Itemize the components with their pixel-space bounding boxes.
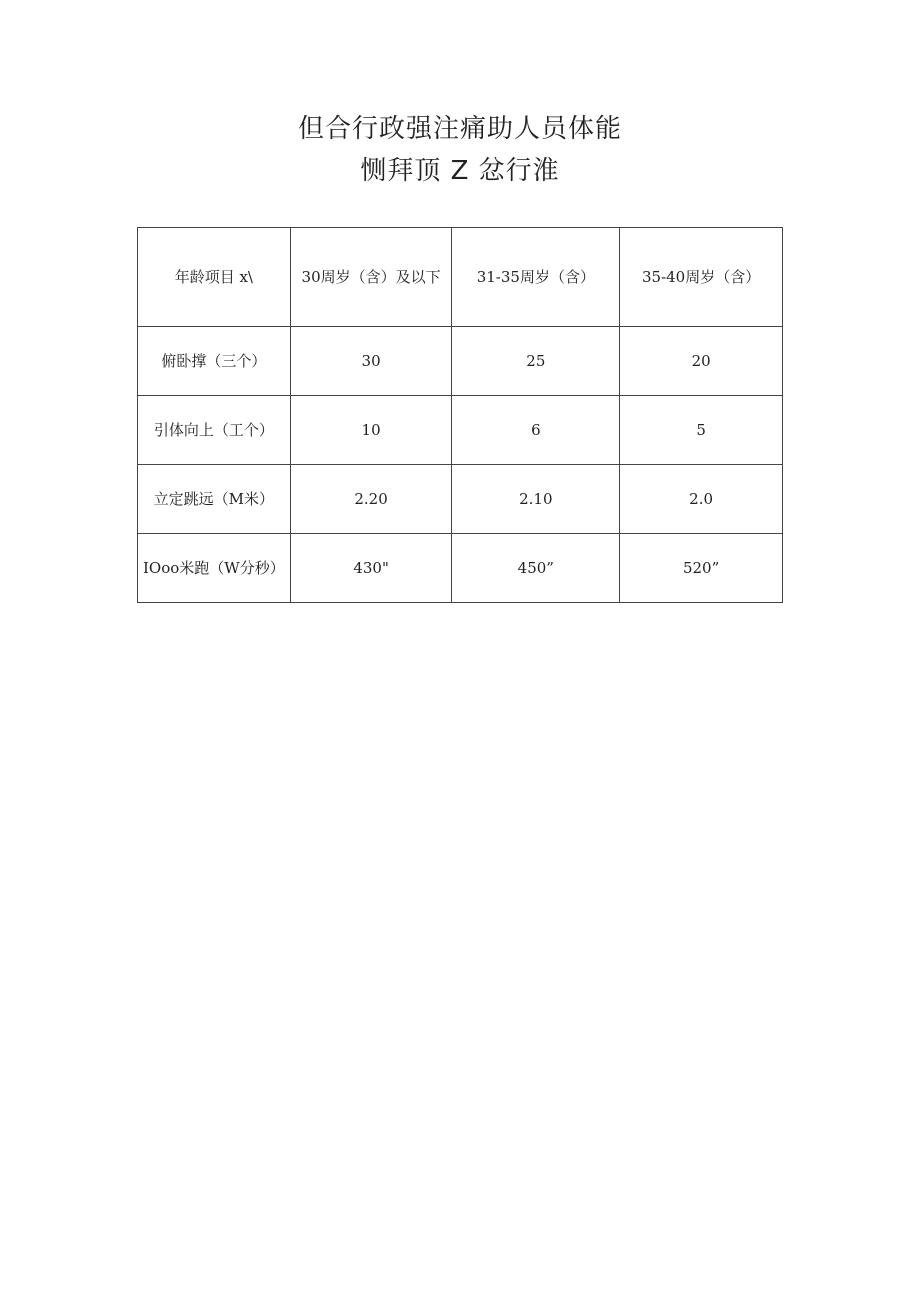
table-cell: 20 [620, 327, 783, 396]
table-row [138, 534, 783, 603]
fitness-standards-table [137, 227, 783, 603]
table-row [138, 465, 783, 534]
table-row [138, 327, 783, 396]
table-cell: 30 [290, 327, 452, 396]
row-label: 引体向上（工个） [138, 396, 291, 465]
table-cell: 2.20 [290, 465, 452, 534]
header-cell-item: 年龄项目 x\ [138, 228, 291, 327]
table-cell: 520” [620, 534, 783, 603]
table-cell: 430" [290, 534, 452, 603]
row-label: IOoo米跑（W分秒） [138, 534, 291, 603]
header-cell-age-31-35: 31-35周岁（含） [452, 228, 620, 327]
row-label: 立定跳远（M米） [138, 465, 291, 534]
title-line-2: 恻拜顶 Z 忿行淮 [360, 156, 560, 186]
header-cell-age-35-40: 35-40周岁（含） [620, 228, 783, 327]
header-cell-age-30: 30周岁（含）及以下 [290, 228, 452, 327]
document-title [0, 108, 920, 192]
row-label: 俯卧撑（三个） [138, 327, 291, 396]
table-header-row [138, 228, 783, 327]
table-cell: 25 [452, 327, 620, 396]
table-cell: 2.0 [620, 465, 783, 534]
table-cell: 5 [620, 396, 783, 465]
table-cell: 2.10 [452, 465, 620, 534]
table-cell: 450” [452, 534, 620, 603]
title-line-1: 但合行政强注痛助人员体能 [297, 114, 622, 144]
table-cell: 10 [290, 396, 452, 465]
table-cell: 6 [452, 396, 620, 465]
table-row [138, 396, 783, 465]
